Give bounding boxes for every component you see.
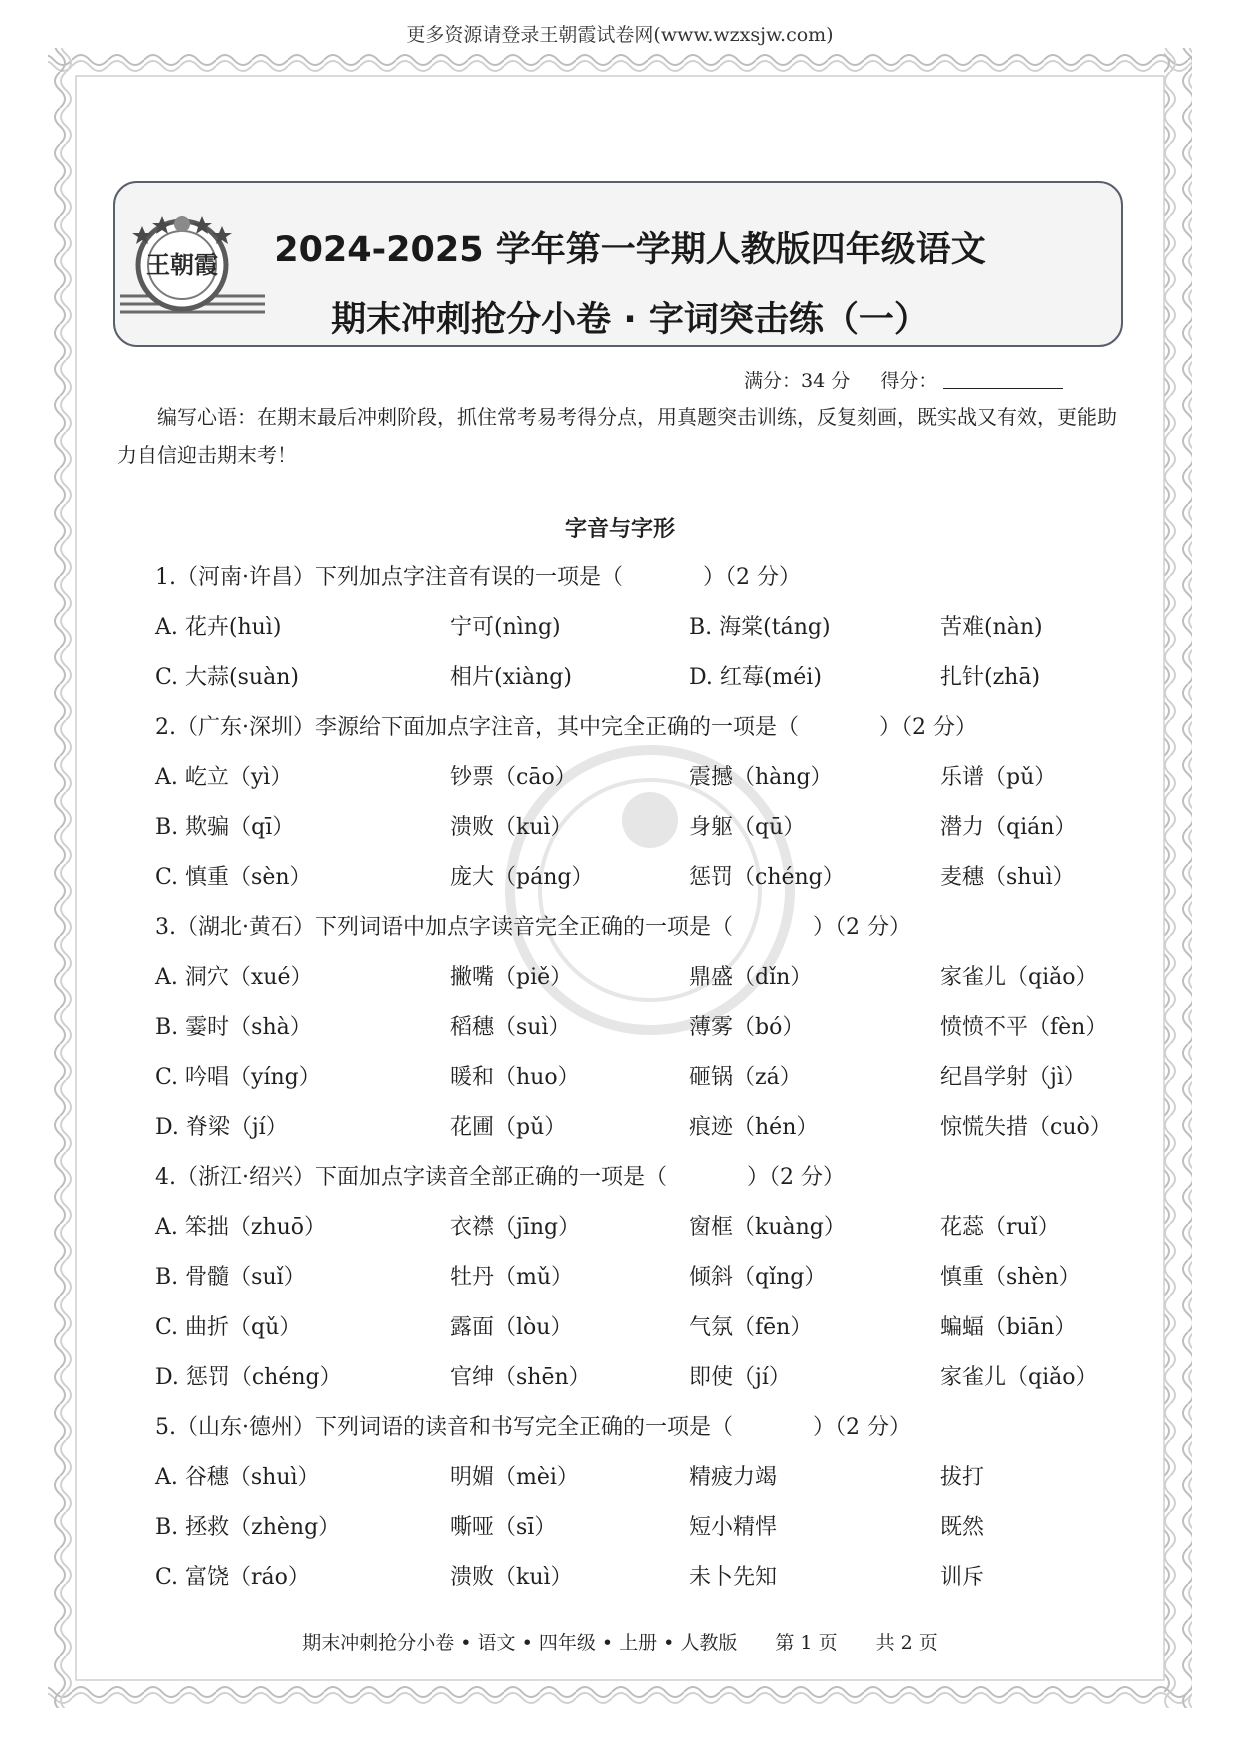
option-word: 相片(xiàng) [450,665,572,690]
option-row [155,1260,1125,1310]
option-word: 苦难(nàn) [940,615,1043,640]
option-word: D. 惩罚（chéng） [155,1365,342,1390]
option-row [155,1210,1125,1260]
option-word: B. 骨髓（suǐ） [155,1265,306,1290]
option-word: C. 曲折（qǔ） [155,1315,302,1340]
question-points: ）（2 分） [879,715,977,740]
option-row [155,1510,1125,1560]
option-word: 窗框（kuàng） [689,1215,846,1240]
question-text: 1.（河南·许昌）下列加点字注音有误的一项是（ [155,565,623,590]
question-stem [155,1160,1125,1210]
option-word: A. 屹立（yì） [155,765,293,790]
option-word: 溃败（kuì） [450,1565,573,1590]
option-row [155,1360,1125,1410]
option-word: 官绅（shēn） [450,1365,591,1390]
option-word: C. 大蒜(suàn) [155,665,299,690]
option-word: 庞大（páng） [450,865,594,890]
option-word: 慎重（shèn） [940,1265,1081,1290]
option-word: 身躯（qū） [689,815,806,840]
option-word: B. 霎时（shà） [155,1015,312,1040]
option-word: 既然 [940,1515,985,1540]
option-word: 砸锅（zá） [689,1065,802,1090]
option-row [155,1560,1125,1610]
option-row [155,860,1125,910]
page-footer: 期末冲刺抢分小卷 • 语文 • 四年级 • 上册 • 人教版 第 1 页 共 2 页 [302,1632,938,1654]
option-word: C. 吟唱（yíng） [155,1065,321,1090]
option-row [155,1110,1125,1160]
option-word: 未卜先知 [689,1565,778,1590]
question-points: ）（2 分） [703,565,801,590]
option-word: 震撼（hàng） [689,765,833,790]
full-score: 满分：34 分 [744,370,851,392]
option-word: B. 海棠(táng) [689,615,831,640]
option-word: 家雀儿（qiǎo） [940,965,1098,990]
question-stem [155,910,1125,960]
question-points: ）（2 分） [813,1415,911,1440]
option-word: 衣襟（jīng） [450,1215,581,1240]
option-word: 惩罚（chéng） [689,865,845,890]
option-row [155,660,1125,710]
option-row [155,1460,1125,1510]
option-word: 嘶哑（sī） [450,1515,557,1540]
option-word: 薄雾（bó） [689,1015,805,1040]
option-word: 痕迹（hén） [689,1115,819,1140]
option-row [155,610,1125,660]
option-word: D. 红莓(méi) [689,665,822,690]
option-row [155,1310,1125,1360]
option-word: 鼎盛（dǐn） [689,965,813,990]
source-note: 更多资源请登录王朝霞试卷网(www.wzxsjw.com) [406,24,834,46]
option-word: A. 笨拙（zhuō） [155,1215,327,1240]
question-points: ）（2 分） [747,1165,845,1190]
question-points: ）（2 分） [813,915,911,940]
option-word: C. 富饶（ráo） [155,1565,310,1590]
option-word: 溃败（kuì） [450,815,573,840]
option-word: C. 慎重（sèn） [155,865,312,890]
option-word: 训斥 [940,1565,985,1590]
option-word: 纪昌学射（jì） [940,1065,1086,1090]
option-word: 花蕊（ruǐ） [940,1215,1060,1240]
option-word: B. 欺骗（qī） [155,815,295,840]
option-word: 精疲力竭 [689,1465,778,1490]
option-word: 潜力（qián） [940,815,1077,840]
question-text: 2.（广东·深圳）李源给下面加点字注音，其中完全正确的一项是（ [155,715,799,740]
question-list [155,560,1125,1610]
intro-text: 编写心语：在期末最后冲刺阶段，抓住常考易考得分点，用真题突击训练，反复刻画，既实战又有效，更能助力自信迎击期末考！ [117,405,1117,467]
section-title: 字音与字形 [564,517,675,542]
option-word: 牡丹（mǔ） [450,1265,574,1290]
question-text: 4.（浙江·绍兴）下面加点字读音全部正确的一项是（ [155,1165,667,1190]
option-word: 乐谱（pǔ） [940,765,1057,790]
option-word: 惊慌失措（cuò） [940,1115,1112,1140]
option-word: D. 脊梁（jí） [155,1115,288,1140]
option-row [155,760,1125,810]
option-word: A. 谷穗（shuì） [155,1465,320,1490]
option-row [155,1060,1125,1110]
option-word: A. 花卉(huì) [155,615,282,640]
score-blank [943,388,1063,389]
option-word: 暖和（huo） [450,1065,580,1090]
page-title: 2024-2025 学年第一学期人教版四年级语文 [274,230,986,270]
option-word: 愤愤不平（fèn） [940,1015,1108,1040]
option-word: 气氛（fēn） [689,1315,813,1340]
option-word: 钞票（cāo） [450,765,577,790]
option-row [155,1010,1125,1060]
option-word: B. 拯救（zhèng） [155,1515,341,1540]
option-word: 明媚（mèi） [450,1465,579,1490]
question-stem [155,1410,1125,1460]
option-row [155,960,1125,1010]
option-word: 宁可(nìng) [450,615,561,640]
question-text: 5.（山东·德州）下列词语的读音和书写完全正确的一项是（ [155,1415,733,1440]
option-word: 家雀儿（qiǎo） [940,1365,1098,1390]
option-word: 扎针(zhā) [940,665,1041,690]
option-word: A. 洞穴（xué） [155,965,313,990]
logo-text: 王朝霞 [146,250,218,279]
option-row [155,810,1125,860]
option-word: 拔打 [940,1465,985,1490]
option-word: 撇嘴（piě） [450,965,573,990]
question-stem [155,560,1125,610]
score-line [744,366,1063,393]
option-word: 短小精悍 [689,1515,778,1540]
option-word: 麦穗（shuì） [940,865,1075,890]
question-stem [155,710,1125,760]
option-word: 稻穗（suì） [450,1015,571,1040]
option-word: 倾斜（qǐng） [689,1265,827,1290]
option-word: 即使（jí） [689,1365,791,1390]
option-word: 蝙蝠（biān） [940,1315,1077,1340]
option-word: 花圃（pǔ） [450,1115,567,1140]
page-subtitle: 期末冲刺抢分小卷 · 字词突击练（一） [331,300,929,340]
option-word: 露面（lòu） [450,1315,573,1340]
score-label: 得分： [880,370,938,392]
question-text: 3.（湖北·黄石）下列词语中加点字读音完全正确的一项是（ [155,915,733,940]
